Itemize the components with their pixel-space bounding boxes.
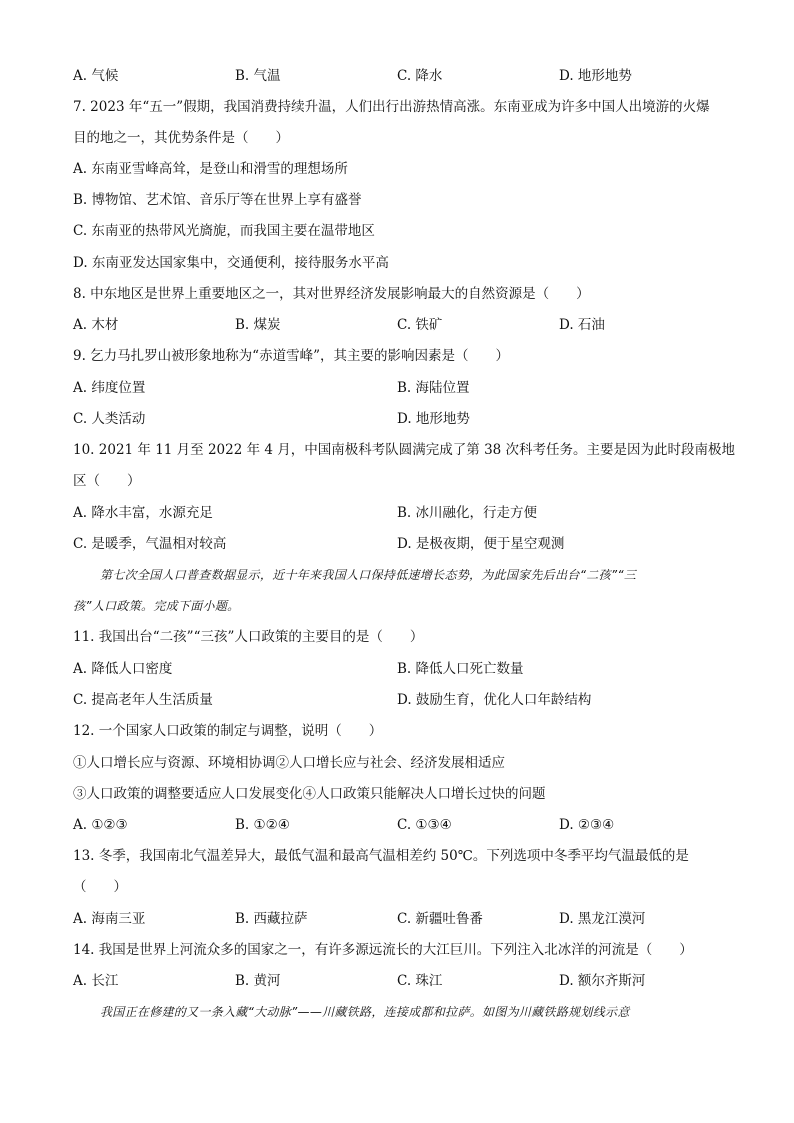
q8-option-c[interactable]: C. 铁矿 (397, 317, 443, 333)
q11-options-row1 (73, 659, 753, 679)
material-note1-line1: 第七次全国人口普查数据显示，近十年来我国人口保持低速增长态势，为此国家先后出台“二孩”“三 (100, 568, 637, 582)
q13-option-c[interactable]: C. 新疆吐鲁番 (397, 911, 483, 927)
q12-option-a[interactable]: A. ①②③ (73, 817, 128, 833)
q12-options (73, 815, 753, 835)
q10-options-row1 (73, 503, 753, 523)
q12-stem: 12. 一个国家人口政策的制定与调整，说明（ ） (73, 723, 383, 739)
q14-options (73, 971, 753, 991)
q14-option-b[interactable]: B. 黄河 (235, 973, 281, 989)
q8-stem: 8. 中东地区是世界上重要地区之一，其对世界经济发展影响最大的自然资源是（ ） (73, 286, 590, 302)
q7-option-d[interactable]: D. 东南亚发达国家集中，交通便利，接待服务水平高 (73, 255, 389, 271)
q7-stem-line2: 目的地之一，其优势条件是（ ） (73, 130, 289, 146)
q6-option-b[interactable]: B. 气温 (235, 68, 281, 84)
q12-option-d[interactable]: D. ②③④ (559, 817, 615, 833)
q11-stem: 11. 我国出台“二孩”“三孩”人口政策的主要目的是（ ） (73, 629, 424, 645)
q7-option-a[interactable]: A. 东南亚雪峰高耸，是登山和滑雪的理想场所 (73, 161, 348, 177)
q14-option-d[interactable]: D. 额尔齐斯河 (559, 973, 646, 989)
q10-options-row2 (73, 534, 753, 554)
q14-option-a[interactable]: A. 长江 (73, 973, 119, 989)
q7-option-c[interactable]: C. 东南亚的热带风光旖旎，而我国主要在温带地区 (73, 223, 375, 239)
q14-stem: 14. 我国是世界上河流众多的国家之一，有许多源远流长的大江巨川。下列注入北冰洋的河流是（ ） (73, 942, 693, 958)
q10-stem-line1: 10. 2021 年 11 月至 2022 年 4 月，中国南极科考队圆满完成了第 38 次科考任务。主要是因为此时段南极地 (73, 442, 736, 458)
q11-option-b[interactable]: B. 降低人口死亡数量 (397, 661, 524, 677)
q13-option-d[interactable]: D. 黑龙江漠河 (559, 911, 646, 927)
q9-option-b[interactable]: B. 海陆位置 (397, 380, 470, 396)
q8-option-a[interactable]: A. 木材 (73, 317, 119, 333)
q10-option-d[interactable]: D. 是极夜期，便于星空观测 (397, 536, 565, 552)
q13-options (73, 909, 753, 929)
q13-option-a[interactable]: A. 海南三亚 (73, 911, 146, 927)
q9-option-d[interactable]: D. 地形地势 (397, 411, 470, 427)
q14-option-c[interactable]: C. 珠江 (397, 973, 443, 989)
q12-option-b[interactable]: B. ①②④ (235, 817, 290, 833)
q11-options-row2 (73, 690, 753, 710)
q10-stem-line2: 区（ ） (73, 473, 141, 489)
q12-statements-1: ①人口增长应与资源、环境相协调②人口增长应与社会、经济发展相适应 (73, 755, 505, 771)
q13-option-b[interactable]: B. 西藏拉萨 (235, 911, 308, 927)
q8-options (73, 315, 753, 335)
q7-stem-line1: 7. 2023 年“五一”假期，我国消费持续升温，人们出行出游热情高涨。东南亚成为许多中国人出境游的火爆 (73, 99, 710, 115)
q13-stem-line1: 13. 冬季，我国南北气温差异大，最低气温和最高气温相差约 50℃。下列选项中冬季平均气温最低的是 (73, 848, 689, 864)
q6-option-d[interactable]: D. 地形地势 (559, 68, 632, 84)
q11-option-c[interactable]: C. 提高老年人生活质量 (73, 692, 213, 708)
q9-option-c[interactable]: C. 人类活动 (73, 411, 146, 427)
q10-option-b[interactable]: B. 冰川融化，行走方便 (397, 505, 538, 521)
q10-option-a[interactable]: A. 降水丰富，水源充足 (73, 505, 213, 521)
q6-option-a[interactable]: A. 气候 (73, 68, 119, 84)
q11-option-d[interactable]: D. 鼓励生育，优化人口年龄结构 (397, 692, 592, 708)
q13-stem-line2: （ ） (73, 879, 127, 895)
q6-options (73, 66, 753, 86)
q9-options-row2 (73, 409, 753, 429)
q12-statements-2: ③人口政策的调整要适应人口发展变化④人口政策只能解决人口增长过快的问题 (73, 786, 546, 802)
material-note1-line2: 孩”人口政策。完成下面小题。 (73, 599, 240, 613)
material-note2-line1: 我国正在修建的又一条入藏“大动脉”——川藏铁路，连接成都和拉萨。如图为川藏铁路规划线示意 (100, 1005, 630, 1019)
q10-option-c[interactable]: C. 是暖季，气温相对较高 (73, 536, 227, 552)
q8-option-b[interactable]: B. 煤炭 (235, 317, 281, 333)
q9-options-row1 (73, 378, 753, 398)
q9-option-a[interactable]: A. 纬度位置 (73, 380, 146, 396)
q11-option-a[interactable]: A. 降低人口密度 (73, 661, 173, 677)
q12-option-c[interactable]: C. ①③④ (397, 817, 452, 833)
q9-stem: 9. 乞力马扎罗山被形象地称为“赤道雪峰”，其主要的影响因素是（ ） (73, 348, 509, 364)
q7-option-b[interactable]: B. 博物馆、艺术馆、音乐厅等在世界上享有盛誉 (73, 192, 362, 208)
q8-option-d[interactable]: D. 石油 (559, 317, 605, 333)
q6-option-c[interactable]: C. 降水 (397, 68, 443, 84)
